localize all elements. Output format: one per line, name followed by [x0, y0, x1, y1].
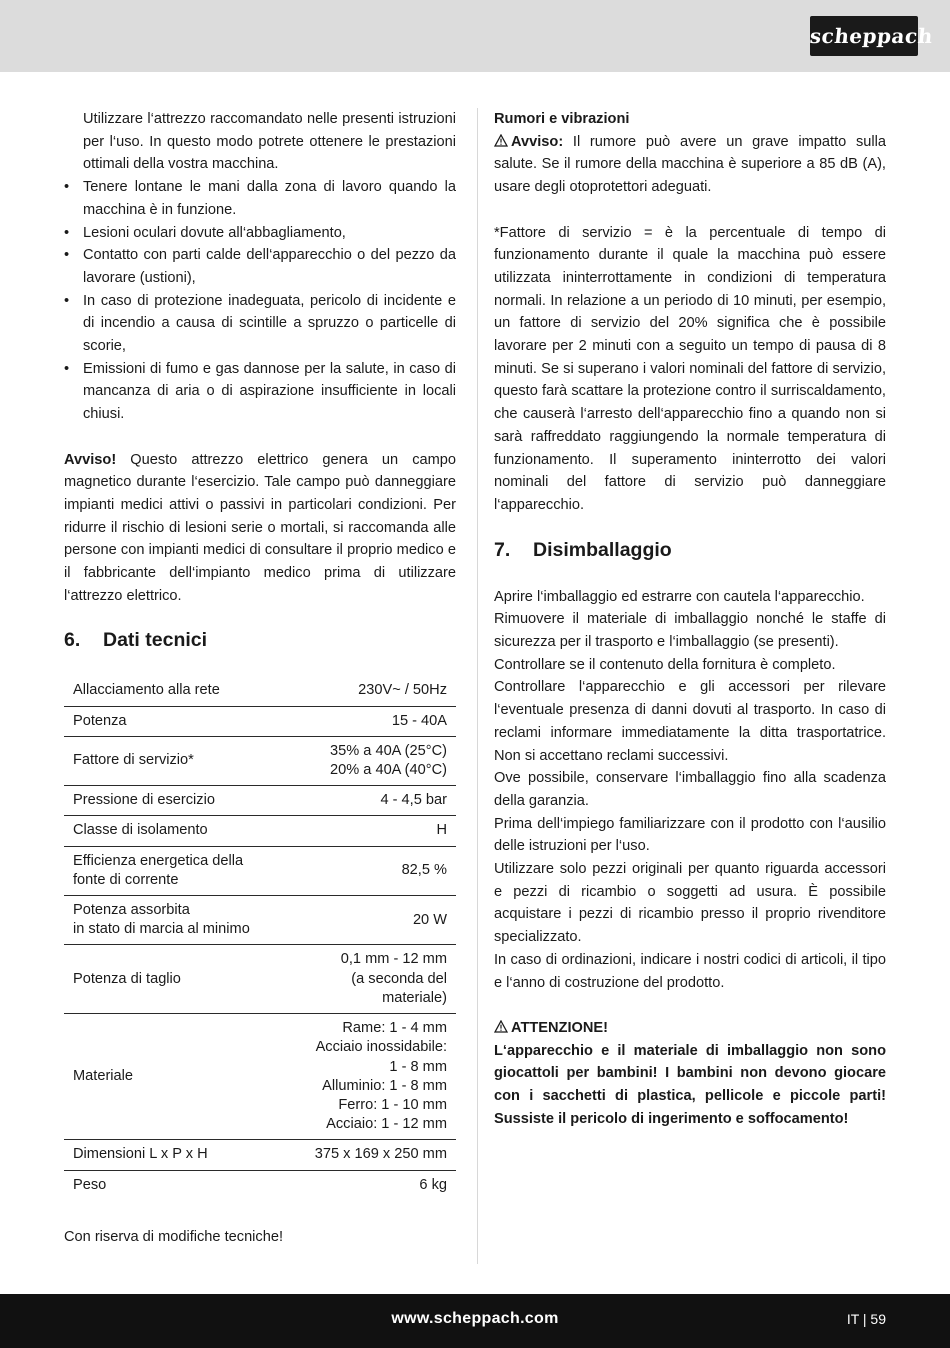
table-row [64, 706, 456, 736]
list-item: • Contatto con parti calde dell‘apparecchio o del pezzo da lavorare (ustioni), [64, 244, 456, 289]
warning-triangle-icon [494, 134, 508, 147]
table-row [64, 945, 456, 1014]
table-row [64, 1170, 456, 1200]
unpacking-paragraph: In caso di ordinazioni, indicare i nostri codici di articoli, il tipo e l‘anno di costruzione del prodotto. [494, 951, 886, 991]
spec-label: Fattore di servizio* [64, 736, 285, 785]
table-row [64, 816, 456, 846]
section-number: 7. [494, 538, 511, 561]
page-number: IT | 59 [846, 1311, 886, 1327]
spec-value: Rame: 1 - 4 mm Acciaio inossidabile: 1 - 8 mm Alluminio: 1 - 8 mm Ferro: 1 - 10 mm Acciaio: 1 - 12 mm [285, 1014, 456, 1140]
table-row [64, 896, 456, 945]
magnetic-field-notice [64, 449, 456, 608]
section-title: Dati tecnici [103, 629, 208, 652]
spec-label: Potenza [64, 706, 285, 736]
noise-warning [494, 131, 886, 199]
spec-label: Materiale [64, 1014, 285, 1140]
spec-value: 82,5 % [285, 846, 456, 895]
spec-label: Classe di isolamento [64, 816, 285, 846]
table-row [64, 736, 456, 785]
table-row [64, 1140, 456, 1170]
spec-value: H [285, 816, 456, 846]
left-column [64, 108, 456, 1248]
list-item: • Emissioni di fumo e gas dannose per la salute, in caso di mancanza di aria o di aspirazione insufficiente in locali chiusi. [64, 358, 456, 426]
spec-label: Allacciamento alla rete [64, 676, 285, 706]
right-column [494, 108, 886, 1131]
spec-label: Potenza di taglio [64, 945, 285, 1014]
reserve-note: Con riserva di modifiche tecniche! [64, 1228, 284, 1245]
hazard-list [64, 176, 456, 426]
unpacking-paragraph: Controllare l‘apparecchio e gli accessori per rilevare l‘eventuale presenza di danni dovuti al trasporto. In caso di reclami informare immediatamente la ditta trasportatrice. Non si accettano reclami successivi. [494, 679, 886, 764]
brand-logo-text: scheppach [808, 24, 935, 48]
spec-value: 20 W [285, 896, 456, 945]
spec-label: Dimensioni L x P x H [64, 1140, 285, 1170]
spec-label: Pressione di esercizio [64, 786, 285, 816]
section-heading-tech-data [64, 628, 456, 652]
noise-warning-label: Avviso: [511, 133, 564, 150]
duty-cycle-note: *Fattore di servizio = è la percentuale di tempo di funzionamento durante il quale la macchina può essere utilizzata ininterrottamente in condizioni di temperatura normali. In relazione a un periodo di 10 minuti, per esempio, un fattore di servizio del 20% significa che è possibile lavorare per 2 minuti con a seguito un tempo di pausa di 8 minuti. Se si superano i valori nominali del fattore di servizio, questo farà scattare la protezione contro il surriscaldamento, che causerà l‘arresto dell‘apparecchio fino a quando non si sarà raffreddato raggiungendo la normale temperatura di funzionamento. Il superamento ininterrotto dei valori nominali del fattore di servizio può danneggiare l‘apparecchio. [494, 224, 886, 513]
section-title: Disimballaggio [533, 538, 672, 561]
notice-label: Avviso! [64, 451, 117, 468]
spec-value: 230V~ / 50Hz [285, 676, 456, 706]
spec-label: Efficienza energetica della fonte di corrente [64, 846, 285, 895]
spec-label: Potenza assorbita in stato di marcia al minimo [64, 896, 285, 945]
spec-value: 375 x 169 x 250 mm [285, 1140, 456, 1170]
list-item: • Tenere lontane le mani dalla zona di lavoro quando la macchina è in funzione. [64, 176, 456, 221]
table-row [64, 676, 456, 706]
unpacking-paragraph: Prima dell‘impiego familiarizzare con il prodotto con l‘ausilio delle istruzioni per l‘uso. [494, 815, 886, 855]
attention-heading [494, 1017, 886, 1040]
footer-bar [0, 1294, 950, 1348]
spec-value: 0,1 mm - 12 mm (a seconda del materiale) [285, 945, 456, 1014]
list-item: • In caso di protezione inadeguata, pericolo di incidente e di incendio a causa di scintille a spruzzo o particelle di scorie, [64, 290, 456, 358]
table-row [64, 846, 456, 895]
table-row [64, 1014, 456, 1140]
header-bar [0, 0, 950, 72]
spec-value: 15 - 40A [285, 706, 456, 736]
section-number: 6. [64, 629, 81, 652]
attention-label: ATTENZIONE! [511, 1019, 609, 1036]
spec-label: Peso [73, 1176, 107, 1193]
attention-text: L‘apparecchio e il materiale di imballaggio non sono giocattoli per bambini! I bambini non devono giocare con i sacchetti di plastica, pellicole e piccole parti! Sussiste il pericolo di ingerimento e soffocamento! [494, 1042, 886, 1127]
intro-paragraph: Utilizzare l‘attrezzo raccomandato nelle presenti istruzioni per l‘uso. In questo modo potrete ottenere le prestazioni ottimali della vostra macchina. [83, 111, 456, 173]
unpacking-paragraph: Rimuovere il materiale di imballaggio nonché le staffe di sicurezza per il trasporto e l‘imballaggio (se presenti). [494, 611, 886, 651]
noise-heading: Rumori e vibrazioni [494, 111, 630, 127]
list-item: • Lesioni oculari dovute all‘abbagliamento, [64, 222, 456, 245]
section-heading-unpacking [494, 538, 886, 562]
table-row [64, 786, 456, 816]
spec-value: 4 - 4,5 bar [285, 786, 456, 816]
column-divider [477, 108, 478, 1264]
unpacking-paragraph: Controllare se il contenuto della fornitura è completo. [494, 656, 836, 673]
spec-table [64, 676, 456, 1199]
warning-triangle-icon [494, 1020, 508, 1033]
notice-text: Questo attrezzo elettrico genera un campo magnetico durante l‘esercizio. Tale campo può danneggiare impianti medici attivi o passivi in particolari condizioni. Per ridurre il rischio di lesioni serie o mortali, si raccomanda alle persone con impianti medici di consultare il proprio medico e il fabbricante dell‘impianto medico prima di utilizzare l‘attrezzo elettrico. [64, 451, 456, 604]
footer-website-link[interactable]: www.scheppach.com [391, 1310, 559, 1327]
brand-logo [808, 16, 935, 56]
spec-value: 35% a 40A (25°C) 20% a 40A (40°C) [285, 736, 456, 785]
noise-warning-text: Il rumore può avere un grave impatto sulla salute. Se il rumore della macchina è superiore a 85 dB (A), usare degli otoprotettori adeguati. [494, 133, 886, 196]
unpacking-paragraph: Ove possibile, conservare l‘imballaggio fino alla scadenza della garanzia. [494, 770, 886, 809]
spec-value: 6 kg [419, 1176, 447, 1193]
unpacking-paragraph: Utilizzare solo pezzi originali per quanto riguarda accessori e pezzi di ricambio o soggetti ad usura. È possibile acquistare i pezzi di ricambio presso il proprio rivenditore specializzato. [494, 861, 886, 946]
unpacking-paragraph: Aprire l‘imballaggio ed estrarre con cautela l‘apparecchio. [494, 588, 865, 605]
